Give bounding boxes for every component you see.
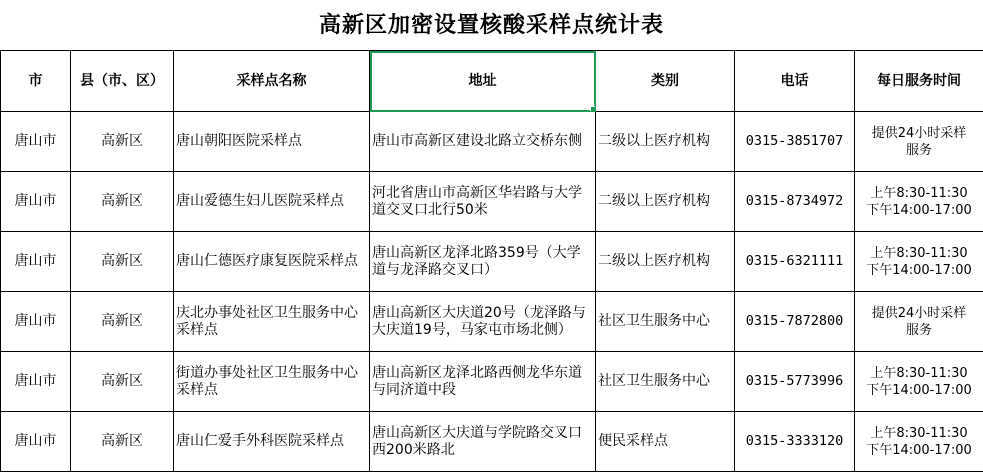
cell-phone[interactable]: 0315-5773996 (735, 352, 855, 412)
hours-line-1: 上午8:30-11:30 (870, 365, 968, 381)
cell-county[interactable]: 高新区 (71, 292, 174, 352)
cell-category[interactable]: 社区卫生服务中心 (596, 292, 735, 352)
cell-hours[interactable] (855, 172, 983, 232)
header-county[interactable]: 县（市、区） (71, 51, 174, 112)
cell-category[interactable]: 二级以上医疗机构 (596, 232, 735, 292)
cell-city[interactable]: 唐山市 (1, 112, 71, 172)
hours-line-1: 上午8:30-11:30 (870, 185, 968, 201)
cell-address[interactable]: 唐山高新区大庆道与学院路交叉口西200米路北 (370, 412, 596, 472)
hours-line-2: 服务 (905, 322, 932, 338)
cell-phone[interactable]: 0315-6321111 (735, 232, 855, 292)
cell-address[interactable]: 唐山高新区大庆道20号（龙泽路与大庆道19号，马家屯市场北侧） (370, 292, 596, 352)
header-row (1, 51, 983, 112)
cell-county[interactable]: 高新区 (71, 172, 174, 232)
header-name[interactable]: 采样点名称 (174, 51, 370, 112)
cell-name[interactable]: 街道办事处社区卫生服务中心采样点 (174, 352, 370, 412)
header-address[interactable] (370, 51, 596, 112)
sheet-title: 高新区加密设置核酸采样点统计表 (318, 13, 664, 38)
table-row (1, 292, 983, 352)
table-row (1, 412, 983, 472)
cell-hours[interactable] (855, 292, 983, 352)
cell-county[interactable]: 高新区 (71, 352, 174, 412)
header-address-label: 地址 (468, 72, 497, 89)
cell-city[interactable]: 唐山市 (1, 352, 71, 412)
cell-county[interactable]: 高新区 (71, 112, 174, 172)
cell-hours[interactable] (855, 232, 983, 292)
cell-city[interactable]: 唐山市 (1, 412, 71, 472)
cell-county[interactable]: 高新区 (71, 232, 174, 292)
hours-line-2: 下午14:00-17:00 (866, 202, 972, 218)
cell-city[interactable]: 唐山市 (1, 292, 71, 352)
cell-address[interactable]: 唐山高新区龙泽北路359号（大学道与龙泽路交叉口） (370, 232, 596, 292)
cell-county[interactable]: 高新区 (71, 412, 174, 472)
hours-line-1: 提供24小时采样 (871, 125, 967, 141)
hours-line-1: 上午8:30-11:30 (870, 425, 968, 441)
cell-hours[interactable] (855, 352, 983, 412)
cell-phone[interactable]: 0315-3851707 (735, 112, 855, 172)
fill-handle[interactable] (590, 106, 596, 112)
hours-line-2: 服务 (905, 142, 932, 158)
cell-hours[interactable] (855, 112, 983, 172)
table-row (1, 172, 983, 232)
header-hours[interactable]: 每日服务时间 (855, 51, 983, 112)
hours-line-2: 下午14:00-17:00 (866, 382, 972, 398)
cell-name[interactable]: 唐山爱德生妇儿医院采样点 (174, 172, 370, 232)
cell-name[interactable]: 唐山仁德医疗康复医院采样点 (174, 232, 370, 292)
cell-name[interactable]: 庆北办事处社区卫生服务中心采样点 (174, 292, 370, 352)
cell-city[interactable]: 唐山市 (1, 172, 71, 232)
cell-phone[interactable]: 0315-8734972 (735, 172, 855, 232)
cell-address[interactable]: 河北省唐山市高新区华岩路与大学道交叉口北行50米 (370, 172, 596, 232)
table-row (1, 112, 983, 172)
hours-line-1: 提供24小时采样 (871, 305, 967, 321)
table-row (1, 352, 983, 412)
header-category[interactable]: 类别 (596, 51, 735, 112)
cell-city[interactable]: 唐山市 (1, 232, 71, 292)
hours-line-2: 下午14:00-17:00 (866, 262, 972, 278)
sampling-points-table (0, 50, 983, 472)
hours-line-1: 上午8:30-11:30 (870, 245, 968, 261)
cell-hours[interactable] (855, 412, 983, 472)
cell-name[interactable]: 唐山仁爱手外科医院采样点 (174, 412, 370, 472)
header-phone[interactable]: 电话 (735, 51, 855, 112)
cell-category[interactable]: 二级以上医疗机构 (596, 172, 735, 232)
cell-phone[interactable]: 0315-7872800 (735, 292, 855, 352)
cell-category[interactable]: 二级以上医疗机构 (596, 112, 735, 172)
cell-address[interactable]: 唐山高新区龙泽北路西侧龙华东道与同济道中段 (370, 352, 596, 412)
cell-name[interactable]: 唐山朝阳医院采样点 (174, 112, 370, 172)
hours-line-2: 下午14:00-17:00 (866, 442, 972, 458)
header-city[interactable]: 市 (1, 51, 71, 112)
cell-category[interactable]: 社区卫生服务中心 (596, 352, 735, 412)
cell-address[interactable]: 唐山市高新区建设北路立交桥东侧 (370, 112, 596, 172)
cell-category[interactable]: 便民采样点 (596, 412, 735, 472)
table-row (1, 232, 983, 292)
cell-phone[interactable]: 0315-3333120 (735, 412, 855, 472)
